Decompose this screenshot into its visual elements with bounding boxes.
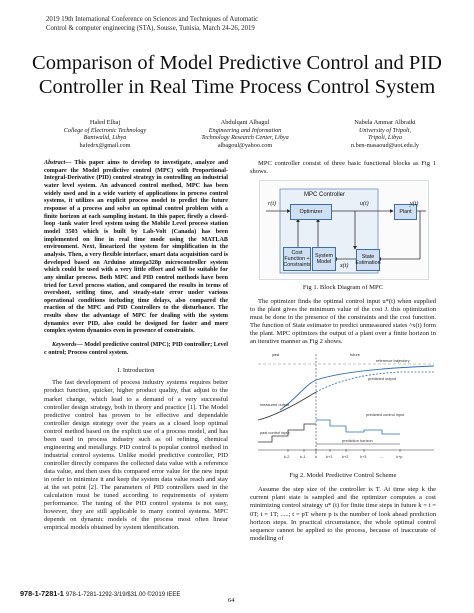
footer-isbn [20, 589, 180, 598]
label-past-control-input: past control input [260, 430, 290, 436]
page-number: 64 [228, 597, 235, 604]
paragraph-step-size: Assume the step size of the controller is T. At time step k the current plant state is sampled and the optimizer computes a cost minimizing control strategy u* (t) for finite time steps in future k = t = 0T; t = 1T; .....; t = pT where p is the number of look ahead prediction horizon steps. In practical circumstance, the whole optimal control sequence cannot be applied to the process, because of inaccurate of modelling of [250, 486, 436, 542]
tick-label: k+2 [342, 454, 349, 460]
abstract-text: — This paper aims to develop to investigate, analyze and compare the Model predictive control (MPC) with Proportional-Integral-Derivative (PID) control strategy in controlling an industrial water level system. An advanced control method, MPC has been widely used and in a wide variety of applications in process control systems, it utilizes an explicit process model to predict the future response of a process and solve an optimal control problem with a finite horizon at each sampling instant. In this paper, firstly a closed-loop -tank water level system using the Mobile Level process station model 3503 which is built by Lab-Volt (Canada) has been implemented on line in real time mode using the MATLAB environment. Next, linearized the system for simplification in the analysis. Then, a very flexible interface, smart data acquisition card is developed based on Arduino atmega328p microcontroller system which could be used with a very little effort and will be suitable for any similar process. Both MPC and PID control methods have been tried for Level process station, and compared the results in terms of overshoot, settling time, and steady-state error under various operational conditions including time delays, also compared the reaction of the MPC and PID Controllers to the disturbance. The results show the advantage of MPC for dealing with the system dynamics over PID, also could be designed for faster and more complex system dynamics even in presence of constraints. [44, 160, 228, 335]
time-ticks [288, 449, 400, 452]
tick-label: k-2 [284, 454, 290, 460]
author-affiliation: College of Electronic Technology [63, 126, 147, 134]
label-prediction-horizon: prediction horizon [342, 438, 373, 444]
keywords-text: — Model predictive control (MPC); PID controller; Level c ontrol; Process control system. [44, 342, 228, 356]
paragraph-mpc-blocks: MPC controller consist of three basic functional blocks as Fig 1 shows. [250, 160, 436, 176]
tick-label: k-1 [300, 454, 306, 460]
system-model-block: System Model [312, 247, 336, 271]
keywords [44, 342, 228, 357]
author-email: n.ben-masaoud@uot.edu.ly [350, 141, 420, 149]
author-name: Nabela Ammar Albraiki [354, 119, 416, 126]
label-predicted-control-input: predicted control input [366, 412, 405, 418]
author-block [40, 119, 450, 149]
state-estimation-block: State Estimation [356, 249, 380, 271]
author-name: Abdulqani Albagul [220, 119, 270, 126]
figure-2-caption: Fig 2. Model Predictive Control Scheme [289, 472, 397, 480]
author-affiliation: Engineering and Information [208, 126, 282, 134]
label-future: future [350, 352, 360, 358]
figure-2-plot [250, 350, 436, 468]
signal-state-label: x(t) [340, 263, 349, 270]
label-predicted-output: predicted output [368, 376, 396, 382]
conference-header [46, 16, 346, 33]
right-column [250, 160, 436, 543]
label-past: past [272, 352, 280, 358]
author-location: Tripoli, Libya [367, 134, 403, 142]
mpc-controller-title: MPC Controller [304, 192, 346, 199]
paragraph-optimizer: The optimizer finds the optimal control input u*(t) when supplied to the plant gives the minimum value of the cost J. this optimization must be done in the presence of the constraints and the cost function. The function of State estimator to predict unmeasured states ^x(t) form the plant. MPC optimizes the output of a plant over a finite horizon in an iterative manner as Fig 2 shows. [250, 298, 436, 346]
label-measured-output: measured output [260, 402, 290, 408]
label-reference-trajectory: reference trajectory [376, 358, 410, 364]
signal-reference-label: r(t) [268, 201, 276, 208]
conference-line-1: 2019 19th International Conference on Sciences and Techniques of Automatic [46, 16, 259, 23]
figure-1-block-diagram [259, 180, 429, 280]
figure-2-mpc-scheme [250, 350, 436, 468]
predicted-control-input [316, 420, 400, 434]
footer-isbn-bold: 978-1-7281-1 [20, 589, 64, 598]
footer-isbn-rest: 978-1-7281-1292-3/19/$31.00 ©2019 IEEE [65, 592, 181, 598]
left-column [44, 160, 228, 532]
author-location: Baniwalid, Libya [83, 134, 127, 142]
tick-label: k+p [396, 454, 403, 460]
keywords-label: Keywords [52, 342, 77, 349]
tick-label: k [315, 454, 317, 460]
author-email: albagoul@yahoo.com [217, 141, 273, 149]
cost-function-block: Cost Function + Constraints [283, 247, 311, 271]
author-location: Technology Research Center, Libya [201, 134, 289, 142]
title-line-2: Controller in Real Time Process Control System [38, 76, 436, 98]
signal-input-label: u(t) [360, 201, 369, 208]
tick-label: k+1 [326, 454, 333, 460]
author-2 [180, 119, 310, 149]
figure-1-caption: Fig 1. Block Diagram of MPC [302, 284, 384, 292]
section-heading: I. Introduction [117, 367, 155, 375]
author-affiliation: University of Tripoli, [358, 126, 412, 134]
plant-block: Plant [394, 204, 417, 220]
author-1 [40, 119, 170, 149]
author-email: hafedrx@gmail.com [79, 141, 131, 149]
paper-title [20, 51, 454, 99]
author-name: Haled Elhaj [89, 119, 121, 126]
title-line-1: Comparison of Model Predictive Control and PID [32, 52, 442, 74]
intro-paragraph: The fast development of process industry systems requires better product function, quicker, higher product quality, that adjust to the market change, which lead to a demand of a very successful controller design strategy, both in theory and practice [1]. The Model predictive control has proven to be effective and dependable controller design strategy over the years as a closed loop optimal control method based on the explicit use of a process model, and has been used in process industry such as oil refining, chemical engineering and metallurgy. PID control is popular control method in industrial control systems. Unlike model predictive controller, PID controller directly compares the collected data value with a reference data value, and then uses this compared error value for the new input in order to minimize it and keep the system data value reach and stay at the set point [2]. The parameters of PID controllers used in the calculation must be tuned according to requirements of system performance. The tuning of the PID control systems is not easy, however, they are still applicable to many control systems. MPC depends on dynamic models of the process most often linear empirical models obtained by system identification. [44, 379, 228, 532]
optimizer-block: Optimizer [290, 204, 332, 220]
abstract [44, 160, 228, 336]
conference-line-2: Control & computer engineering (STA), Sousse, Tunisia, March 24-26, 2019 [46, 24, 255, 32]
signal-output-label: y(t) [410, 201, 419, 208]
abstract-label: Abstract [44, 160, 66, 166]
author-3 [320, 119, 450, 149]
reference-trajectory [280, 366, 434, 410]
tick-label: k+3 [360, 454, 367, 460]
tick-label: ... [380, 454, 384, 460]
